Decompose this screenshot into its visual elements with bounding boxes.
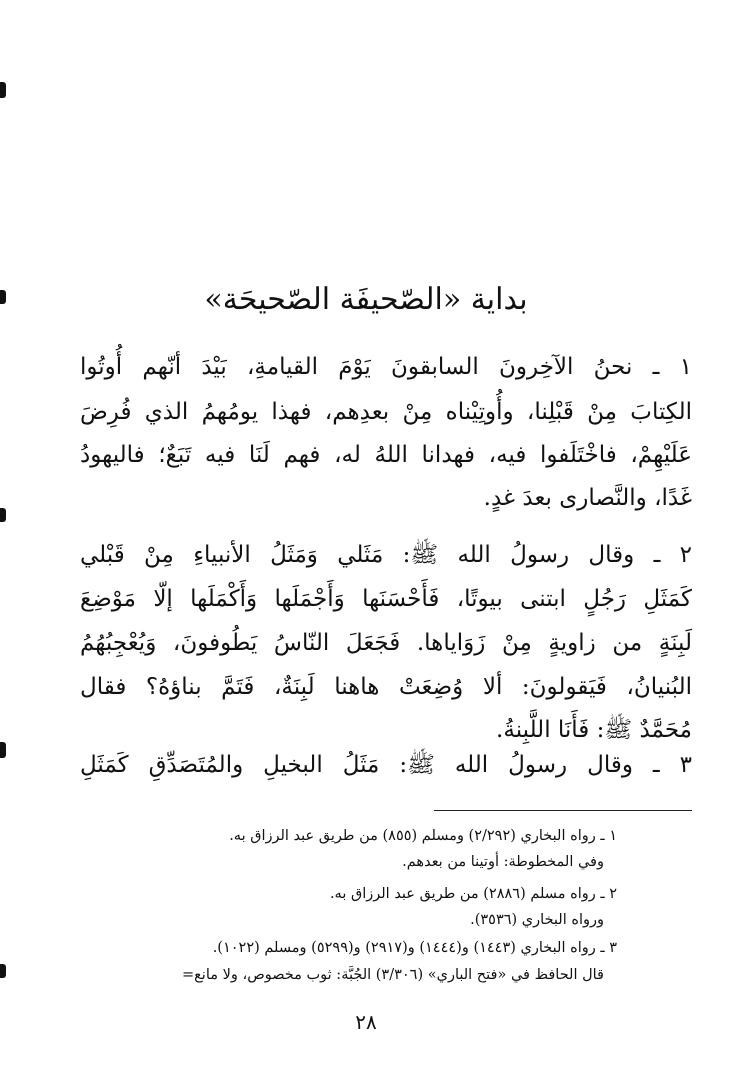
- hadith-line: عَلَيْهِمْ، فاخْتَلَفوا فيه، فهدانا اللهُ له، فهم لَنَا فيه تَبَعٌ؛ فاليهودُ: [80, 442, 692, 468]
- hadith-line: مُحَمَّدٌ ﷺ: فَأَنَا اللَّبِنةُ.: [496, 717, 692, 743]
- footnote-line: قال الحافظ في «فتح الباري» (٣/٣٠٦) الجُبَّة: ثوب مخصوص، ولا مانع=: [181, 967, 604, 983]
- section-title: بداية «الصّحيفَة الصّحيحَة»: [204, 282, 528, 317]
- hadith-line: ٣ ـ وقال رسولُ الله ﷺ: مَثَلُ البخيلِ والمُتَصَدِّقِ كَمَثَلِ: [80, 752, 692, 778]
- footnote-line: ورواه البخاري (٣٥٣٦).: [470, 912, 604, 928]
- hadith-line: لَبِنَةٍ من زاويةٍ مِنْ زَوَاياها. فَجَعَلَ النّاسُ يَطُوفونَ، وَيُعْجِبُهُمُ: [80, 630, 692, 656]
- hadith-line: البُنيانُ، فَيَقولونَ: ألا وُضِعَتْ هاهنا لَبِنَةٌ، فَتَمَّ بناؤهُ؟ فقال: [80, 674, 692, 700]
- hadith-line: ٢ ـ وقال رسولُ الله ﷺ: مَثَلي وَمَثَلُ الأنبياءِ مِنْ قَبْلي: [80, 542, 692, 568]
- footnote-line: وفي المخطوطة: أوتينا من بعدهم.: [402, 854, 604, 870]
- footnote-separator: [434, 810, 692, 811]
- hadith-line: كَمَثَلِ رَجُلٍ ابتنى بيوتًا، فَأَحْسَنَها وَأَجْمَلَها وَأَكْمَلَها إلّا مَوْضِعَ: [80, 586, 692, 612]
- hadith-line: غَدًا، والنَّصارى بعدَ غدٍ.: [483, 485, 692, 511]
- footnote-line: ٢ ـ رواه مسلم (٢٨٨٦) من طريق عبد الرزاق به.: [329, 886, 617, 902]
- footnote-line: ٣ ـ رواه البخاري (١٤٤٣) و(١٤٤٤) و(٢٩١٧) و(٥٢٩٩) ومسلم (١٠٢٢).: [212, 940, 617, 956]
- footnote-line: ١ ـ رواه البخاري (٢/٢٩٢) ومسلم (٨٥٥) من طريق عبد الرزاق به.: [229, 828, 617, 844]
- hadith-line: الكِتابَ مِنْ قَبْلِنا، وأُوتِيْناه مِنْ بعدِهم، فهذا يومُهمُ الذي فُرِضَ: [80, 399, 692, 425]
- binding-mark: [0, 82, 6, 98]
- hadith-line: ١ ـ نحنُ الآخِرونَ السابقونَ يَوْمَ القيامةِ، بَيْدَ أنّهم أُوتُوا: [80, 354, 692, 380]
- binding-mark: [0, 742, 6, 758]
- binding-mark: [0, 508, 6, 522]
- binding-mark: [0, 290, 6, 304]
- binding-mark: [0, 964, 6, 978]
- page-number: ٢٨: [355, 1010, 377, 1034]
